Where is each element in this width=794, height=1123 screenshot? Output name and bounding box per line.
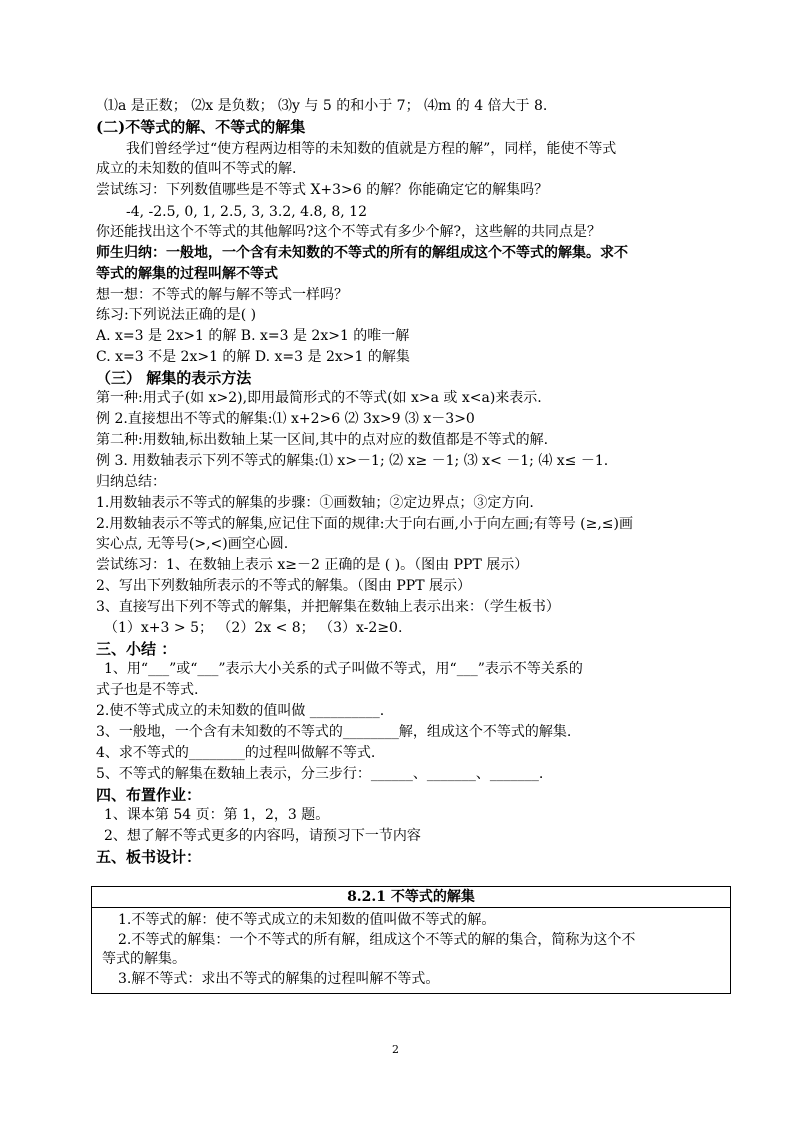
exercise-line: 2、写出下列数轴所表示的不等式的解集。（图由 PPT 展示） [96,578,471,594]
fill-blank-line: 3、一般地，一个含有未知数的不等式的________解，组成这个不等式的解集. [96,724,572,740]
section-heading-board: 五、板书设计： [96,848,202,866]
board-design-box [91,886,731,994]
summary-line: 等式的解集的过程叫解不等式 [96,266,278,282]
practice-line: 练习:下列说法正确的是( ) [96,307,257,323]
values-line: -4, -2.5, 0, 1, 2.5, 3, 3.2, 4.8, 8, 12 [126,204,367,220]
section-heading-summary: 三、小结 ： [96,640,177,658]
rule-line: 2.用数轴表示不等式的解集,应记住下面的规律:大于向右画,小于向左画;有等号 (≥,≤)画 [96,516,633,532]
examples-line: ⑴a 是正数； ⑵x 是负数； ⑶y 与 5 的和小于 7； ⑷m 的 4 倍大于 8. [104,98,548,114]
rule-line: 实心点, 无等号(>,<)画空心圆. [96,536,289,552]
rule-line: 1.用数轴表示不等式的解集的步骤：①画数轴；②定边界点；③定方向. [96,495,534,511]
choice-line: A. x=3 是 2x>1 的解 B. x=3 是 2x>1 的唯一解 [96,328,410,344]
exercise-line: 尝试练习：下列数值哪些是不等式 X+3>6 的解？你能确定它的解集吗？ [96,182,549,198]
example-line: 例 3. 用数轴表示下列不等式的解集:⑴ x>－1; ⑵ x≥ －1; ⑶ x< －1; ⑷ x≤ －1. [96,453,609,469]
exercise-line: 尝试练习：1、在数轴上表示 x≥－2 正确的是 ( )。（图由 PPT 展示） [96,557,529,573]
homework-line: 2、想了解不等式更多的内容吗，请预习下一节内容 [104,828,421,844]
method-line: 第二种:用数轴,标出数轴上某一区间,其中的点对应的数值都是不等式的解. [96,432,549,448]
board-line: 1.不等式的解：使不等式成立的未知数的值叫做不等式的解。 [118,912,496,928]
section-heading-homework: 四、布置作业： [96,786,202,804]
section-heading-3: （三） 解集的表示方法 [96,369,252,387]
page-number: 2 [392,1043,399,1056]
homework-line: 1、课本第 54 页：第 1，2，3 题。 [104,807,330,823]
summary-heading: 归纳总结： [96,474,166,490]
exercise-items-line: （1）x+3 > 5； （2）2x < 8； （3）x-2≥0. [104,620,403,636]
fill-blank-line: 4、求不等式的________的过程叫做解不等式. [96,745,376,761]
example-line: 例 2.直接想出不等式的解集:⑴ x+2>6 ⑵ 3x>9 ⑶ x－3>0 [96,411,475,427]
fill-blank-line: 1、用“___”或“___”表示大小关系的式子叫做不等式，用“___”表示不等关系的 [104,661,583,677]
fill-blank-line: 式子也是不等式. [96,682,199,698]
paragraph-line: 我们曾经学过“使方程两边相等的未知数的值就是方程的解”，同样，能使不等式 [126,141,617,157]
method-line: 第一种:用式子(如 x>2),即用最简形式的不等式(如 x>a 或 x<a)来表示. [96,390,542,406]
paragraph-line: 成立的未知数的值叫不等式的解. [96,161,297,177]
board-line: 等式的解集。 [102,951,186,967]
board-line: 3.解不等式：求出不等式的解集的过程叫解不等式。 [118,971,440,987]
section-heading-2: (二)不等式的解、不等式的解集 [96,118,306,136]
summary-line: 师生归纳：一般地，一个含有未知数的不等式的所有的解组成这个不等式的解集。求不 [96,245,628,261]
board-title: 8.2.1 不等式的解集 [92,887,730,908]
think-line: 想一想：不等式的解与解不等式一样吗？ [96,287,348,303]
fill-blank-line: 5、不等式的解集在数轴上表示，分三步行：______、_______、_______. [96,766,544,782]
fill-blank-line: 2.使不等式成立的未知数的值叫做 __________. [96,703,385,719]
question-line: 你还能找出这个不等式的其他解吗?这个不等式有多少个解?，这些解的共同点是？ [96,224,602,240]
board-line: 2.不等式的解集：一个不等式的所有解，组成这个不等式的解的集合，简称为这个不 [118,932,636,948]
choice-line: C. x=3 不是 2x>1 的解 D. x=3 是 2x>1 的解集 [96,349,410,365]
exercise-line: 3、直接写出下列不等式的解集，并把解集在数轴上表示出来：（学生板书） [96,599,560,615]
